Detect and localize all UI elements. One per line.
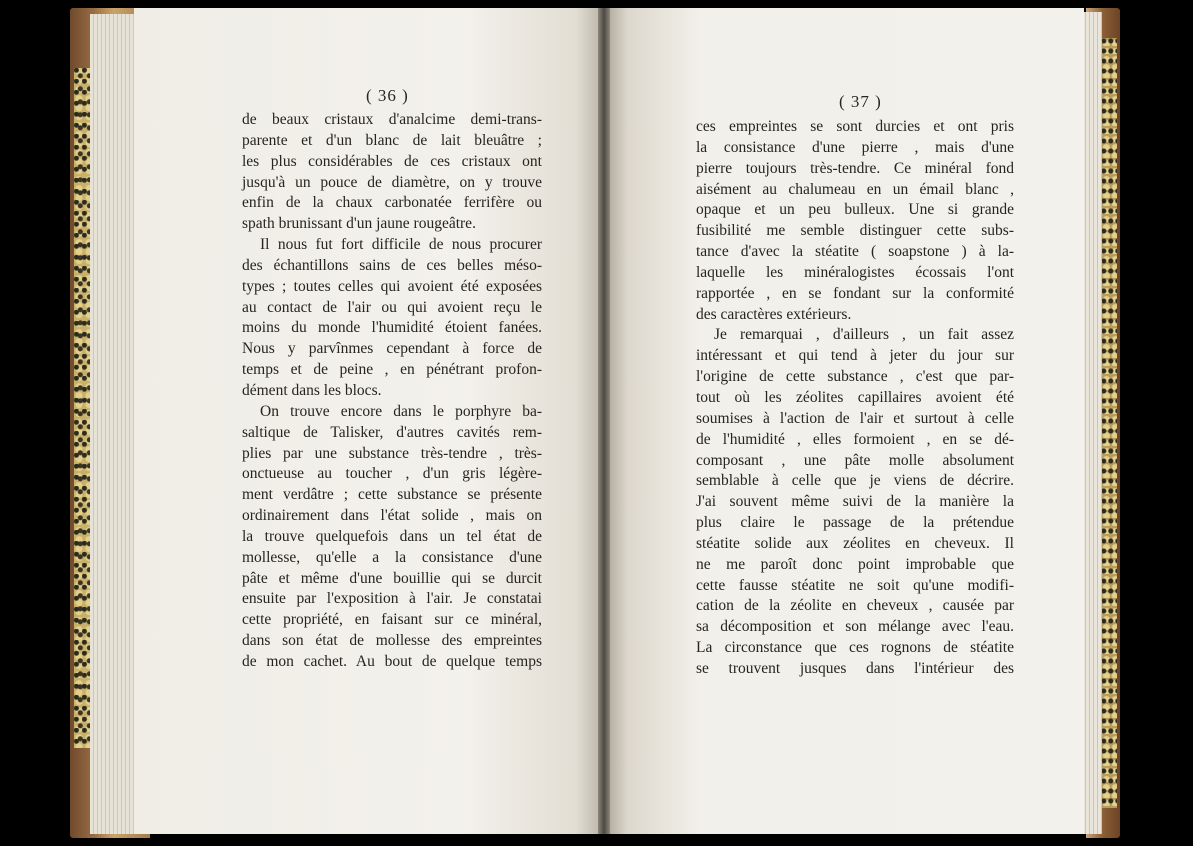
text-line: opaque et un peu bulleux. Une si grande bbox=[696, 201, 1014, 219]
text-line: onctueuse au toucher , d'un gris légère- bbox=[242, 465, 542, 483]
text-line: intéressant et qui tend à jeter du jour sur bbox=[696, 347, 1014, 365]
text-line: spath brunissant d'un jaune rougeâtre. bbox=[242, 215, 476, 233]
text-line: les plus considérables de ces cristaux ont bbox=[242, 152, 542, 170]
text-line: dans son état de mollesse des empreintes bbox=[242, 632, 542, 650]
text-line: de mon cachet. Au bout de quelque temps bbox=[242, 652, 542, 670]
left-page-number: ( 36 ) bbox=[366, 86, 409, 105]
text-line: plus claire le passage de la prétendue bbox=[696, 514, 1014, 532]
text-line: laquelle les minéralogistes écossais l'ont bbox=[696, 263, 1014, 281]
text-line: aisément au chalumeau en un émail blanc , bbox=[696, 180, 1014, 198]
text-line: Je remarquai , d'ailleurs , un fait assez bbox=[714, 326, 1014, 344]
text-line: au contact de l'air ou qui avoient reçu le bbox=[242, 298, 542, 316]
text-line: ensuite par l'exposition à l'air. Je constatai bbox=[242, 590, 542, 608]
text-line: moins du monde l'humidité étoient fanées. bbox=[242, 319, 542, 337]
text-line: tance d'avec la stéatite ( soapstone ) à la- bbox=[696, 243, 1014, 261]
text-line: jusqu'à un pouce de diamètre, on y trouve bbox=[242, 173, 542, 191]
text-line: de beaux cristaux d'analcime demi-trans- bbox=[242, 111, 542, 128]
left-page-text bbox=[242, 110, 542, 673]
text-line: Il nous fut fort difficile de nous procurer bbox=[260, 236, 542, 254]
text-line: la consistance d'une pierre , mais d'une bbox=[696, 138, 1014, 156]
text-line: soumises à l'action de l'air et surtout à celle bbox=[696, 409, 1014, 427]
text-line: ces empreintes se sont durcies et ont pris bbox=[696, 118, 1014, 135]
marbled-paper-right bbox=[1101, 38, 1117, 808]
open-book bbox=[70, 8, 1120, 838]
text-line: stéatite solide aux zéolites en cheveux. Il bbox=[696, 534, 1014, 552]
text-line: dément dans les blocs. bbox=[242, 381, 382, 399]
text-line: rapportée , en se fondant sur la conformité bbox=[696, 284, 1014, 302]
text-line: saltique de Talisker, d'autres cavités rem- bbox=[242, 423, 542, 441]
text-line: J'ai souvent même suivi de la manière la bbox=[696, 493, 1014, 511]
text-line: plies par une substance très-tendre , très- bbox=[242, 444, 542, 462]
text-line: ne me paroît donc point improbable que bbox=[696, 555, 1014, 573]
text-line: temps et de peine , en pénétrant profon- bbox=[242, 361, 542, 379]
text-line: ordinairement dans l'état solide , mais on bbox=[242, 507, 542, 525]
right-page-text bbox=[696, 117, 1014, 680]
book-gutter bbox=[598, 8, 610, 834]
text-line: se trouvent jusques dans l'intérieur des bbox=[696, 659, 1014, 677]
text-line: La circonstance que ces rognons de stéatite bbox=[696, 639, 1014, 657]
text-line: enfin de la chaux carbonatée ferrifère ou bbox=[242, 194, 542, 212]
text-line: des échantillons sains de ces belles méso- bbox=[242, 256, 542, 274]
text-line: tout où les zéolites capillaires avoient été bbox=[696, 388, 1014, 406]
text-line: semblable à celle que je viens de décrire. bbox=[696, 472, 1014, 490]
right-page-number: ( 37 ) bbox=[839, 92, 882, 111]
text-line: cette fausse stéatite ne soit qu'une modifi- bbox=[696, 576, 1014, 594]
text-line: composant , une pâte molle absolument bbox=[696, 451, 1014, 469]
text-line: de l'humidité , elles formoient , en se dé- bbox=[696, 430, 1014, 448]
text-line: la trouve quelquefois dans un tel état de bbox=[242, 527, 542, 545]
text-line: des caractères extérieurs. bbox=[696, 305, 852, 323]
text-line: ment verdâtre ; cette substance se présente bbox=[242, 486, 542, 504]
text-line: l'origine de cette substance , c'est que par- bbox=[696, 368, 1014, 386]
text-line: cation de la zéolite en cheveux , causée par bbox=[696, 597, 1014, 615]
text-line: pâte et même d'une bouillie qui se durcit bbox=[242, 569, 542, 587]
text-line: pierre toujours très-tendre. Ce minéral fond bbox=[696, 159, 1014, 177]
text-line: parente et d'un blanc de lait bleuâtre ; bbox=[242, 131, 542, 149]
text-line: sa décomposition et son mélange avec l'eau. bbox=[696, 618, 1014, 636]
right-page bbox=[604, 8, 1084, 834]
text-line: types ; toutes celles qui avoient été exposées bbox=[242, 277, 542, 295]
left-page bbox=[134, 8, 604, 834]
text-line: Nous y parvînmes cependant à force de bbox=[242, 340, 542, 358]
text-line: mollesse, qu'elle a la consistance d'une bbox=[242, 548, 542, 566]
text-line: fusibilité me semble distinguer cette subs- bbox=[696, 222, 1014, 240]
text-line: On trouve encore dans le porphyre ba- bbox=[260, 402, 542, 420]
text-line: cette propriété, en faisant sur ce minéral, bbox=[242, 611, 542, 629]
